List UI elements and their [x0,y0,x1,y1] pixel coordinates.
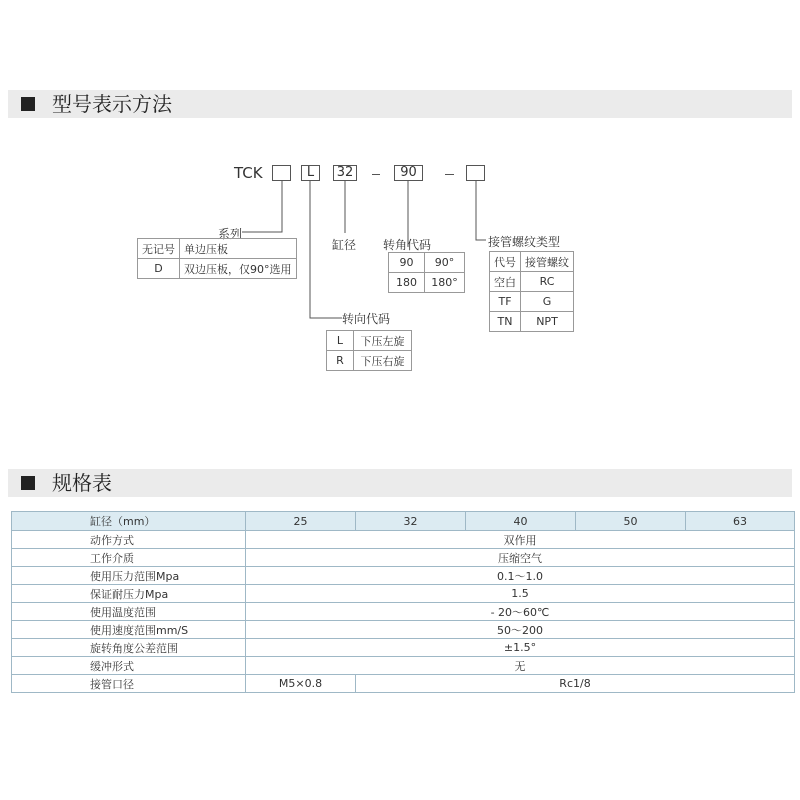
square-bullet-icon [21,476,35,490]
bore-label: 缸径 [332,238,357,252]
direction-desc: 下压右旋 [354,351,412,371]
spec-value: Rc1/8 [356,675,795,693]
direction-table [326,330,412,371]
table-row [389,253,465,273]
spec-label: 保证耐压力Mpa [12,585,246,603]
table-row [12,657,795,675]
bore-32: 32 [356,512,466,531]
table-row [490,312,574,332]
spec-value: 1.5 [246,585,795,603]
angle-table [388,252,465,293]
thread-header-code: 代号 [490,252,521,272]
direction-code: R [327,351,354,371]
thread-value: NPT [521,312,574,332]
series-desc: 单边压板 [180,239,297,259]
angle-code: 180 [389,273,425,293]
table-row [12,585,795,603]
section-title: 规格表 [52,471,112,495]
code-box-angle: 90 [394,165,423,181]
spec-value: 双作用 [246,531,795,549]
table-row [327,331,412,351]
table-row [490,292,574,312]
table-row [12,639,795,657]
spec-label: 动作方式 [12,531,246,549]
spec-value: M5×0.8 [246,675,356,693]
section-title: 型号表示方法 [52,92,172,116]
table-row [12,675,795,693]
spec-table [11,511,795,693]
code-box-bore: 32 [333,165,357,181]
bore-63: 63 [686,512,795,531]
thread-value: G [521,292,574,312]
table-row [327,351,412,371]
thread-value: RC [521,272,574,292]
spec-value: 无 [246,657,795,675]
table-row [12,567,795,585]
bore-50: 50 [576,512,686,531]
series-code: D [138,259,180,279]
direction-desc: 下压左旋 [354,331,412,351]
code-box-thread [466,165,485,181]
direction-label: 转向代码 [342,312,391,326]
table-row [12,603,795,621]
code-box-series [272,165,291,181]
angle-value: 180° [425,273,465,293]
table-row [389,273,465,293]
table-header-row [12,512,795,531]
series-table [137,238,297,279]
spec-label: 缓冲形式 [12,657,246,675]
spec-value: - 20～60℃ [246,603,795,621]
section-header-spec [8,469,792,497]
spec-label: 使用温度范围 [12,603,246,621]
angle-code: 90 [389,253,425,273]
angle-value: 90° [425,253,465,273]
spec-label: 接管口径 [12,675,246,693]
bore-40: 40 [466,512,576,531]
spec-value: 压缩空气 [246,549,795,567]
table-row [138,239,297,259]
bore-header-label: 缸径（mm） [12,512,246,531]
table-row [490,252,574,272]
table-row [138,259,297,279]
angle-label: 转角代码 [383,238,432,252]
spec-value: 0.1～1.0 [246,567,795,585]
series-desc: 双边压板，仅90°选用 [180,259,297,279]
separator-dash [445,174,454,175]
table-row [12,621,795,639]
direction-code: L [327,331,354,351]
table-row [12,549,795,567]
series-code: 无记号 [138,239,180,259]
thread-code: 空白 [490,272,521,292]
table-row [490,272,574,292]
spec-label: 工作介质 [12,549,246,567]
spec-label: 旋转角度公差范围 [12,639,246,657]
spec-value: ±1.5° [246,639,795,657]
thread-code: TN [490,312,521,332]
table-row [12,531,795,549]
thread-label: 接管螺纹类型 [488,235,561,249]
code-box-direction: L [301,165,320,181]
thread-code: TF [490,292,521,312]
separator-dash [372,174,380,175]
bore-25: 25 [246,512,356,531]
series-label: 系列 [218,227,243,241]
model-prefix: TCK [234,164,263,182]
spec-value: 50～200 [246,621,795,639]
spec-label: 使用压力范围Mpa [12,567,246,585]
spec-label: 使用速度范围mm/S [12,621,246,639]
thread-table [489,251,574,332]
thread-header-thread: 接管螺纹 [521,252,574,272]
